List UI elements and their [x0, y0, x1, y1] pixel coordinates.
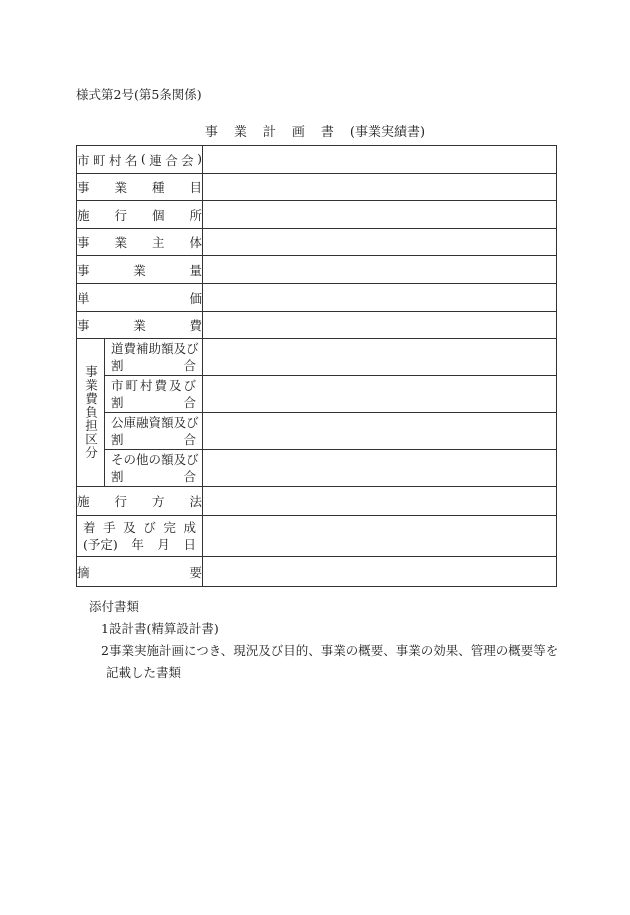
label-text: 事 業 量	[77, 262, 203, 278]
label-text: 道 費 補 助 額 及 び	[111, 341, 199, 356]
row-remarks	[77, 557, 557, 587]
label-text: 施 行 方 法	[77, 494, 203, 509]
burden-label	[105, 413, 203, 450]
row-method	[77, 487, 557, 516]
value-municipality	[203, 146, 557, 174]
burden-row	[77, 413, 557, 450]
label-schedule	[77, 516, 203, 557]
label-text: 事 業 主 体	[77, 235, 203, 250]
value-schedule	[203, 516, 557, 557]
title-main: 事業計画書	[204, 125, 350, 140]
burden-label	[105, 450, 203, 487]
label-text: そ の 他 の 額 及 び	[111, 452, 199, 467]
label-unit-price	[77, 284, 203, 312]
burden-row	[77, 376, 557, 413]
label-municipality	[77, 146, 203, 174]
label-text: 単 価	[77, 290, 203, 306]
label-text: 割 合	[111, 469, 197, 484]
burden-value	[203, 339, 557, 376]
burden-row	[77, 339, 557, 376]
schedule-year: 年	[131, 537, 144, 552]
row-municipality	[77, 146, 557, 174]
burden-row	[77, 450, 557, 487]
row-location	[77, 201, 557, 229]
attachment-text: 設計書(精算設計書)	[108, 621, 219, 636]
attachment-item	[101, 640, 558, 662]
label-text: 割 合	[111, 432, 197, 447]
burden-label	[105, 376, 203, 413]
burden-value	[203, 413, 557, 450]
label-text: 公 庫 融 資 額 及 び	[111, 415, 199, 430]
label-text: 市 町 村 費 及 び	[111, 378, 197, 393]
attachment-item	[101, 618, 219, 640]
label-cost	[77, 312, 203, 339]
title-sub: (事業実績書)	[349, 125, 426, 140]
schedule-day: 日	[183, 537, 196, 552]
label-operator	[77, 229, 203, 256]
row-schedule	[77, 516, 557, 557]
value-operator	[203, 229, 557, 256]
value-project-type	[203, 174, 557, 201]
row-project-type	[77, 174, 557, 201]
label-text: 割 合	[111, 358, 197, 373]
attachment-number: 1	[101, 621, 109, 636]
row-cost	[77, 312, 557, 339]
project-plan-table	[76, 145, 557, 587]
burden-value	[203, 450, 557, 487]
label-quantity	[77, 256, 203, 284]
value-method	[203, 487, 557, 516]
value-cost	[203, 312, 557, 339]
label-text: 市 町 村 名 ( 連 合 会 )	[77, 150, 203, 168]
label-text: 事 業 費	[77, 318, 203, 333]
document-title	[0, 121, 630, 140]
schedule-prefix: (予定)	[83, 537, 118, 552]
label-text: 割 合	[111, 395, 197, 410]
attachment-text-continued: 記載した書類	[106, 665, 182, 680]
label-location	[77, 201, 203, 229]
value-quantity	[203, 256, 557, 284]
label-text: 摘 要	[77, 564, 203, 580]
row-quantity	[77, 256, 557, 284]
row-unit-price	[77, 284, 557, 312]
burden-value	[203, 376, 557, 413]
burden-group-label: 事業費負担区分	[77, 339, 105, 487]
schedule-month: 月	[157, 537, 170, 552]
label-text: 施 行 個 所	[77, 207, 203, 223]
attachments-heading: 添付書類	[89, 599, 140, 614]
value-unit-price	[203, 284, 557, 312]
row-operator	[77, 229, 557, 256]
attachment-text: 事業実施計画につき、現況及び目的、事業の概要、事業の効果、管理の概要等を	[108, 643, 559, 658]
burden-label	[105, 339, 203, 376]
value-location	[203, 201, 557, 229]
attachment-number: 2	[101, 643, 109, 658]
form-number: 様式第2号(第5条関係)	[76, 87, 202, 102]
label-text: 着 手 及 び 完 成	[83, 520, 196, 535]
value-remarks	[203, 557, 557, 587]
label-method	[77, 487, 203, 516]
label-text: 事 業 種 目	[77, 180, 203, 195]
label-project-type	[77, 174, 203, 201]
label-remarks	[77, 557, 203, 587]
